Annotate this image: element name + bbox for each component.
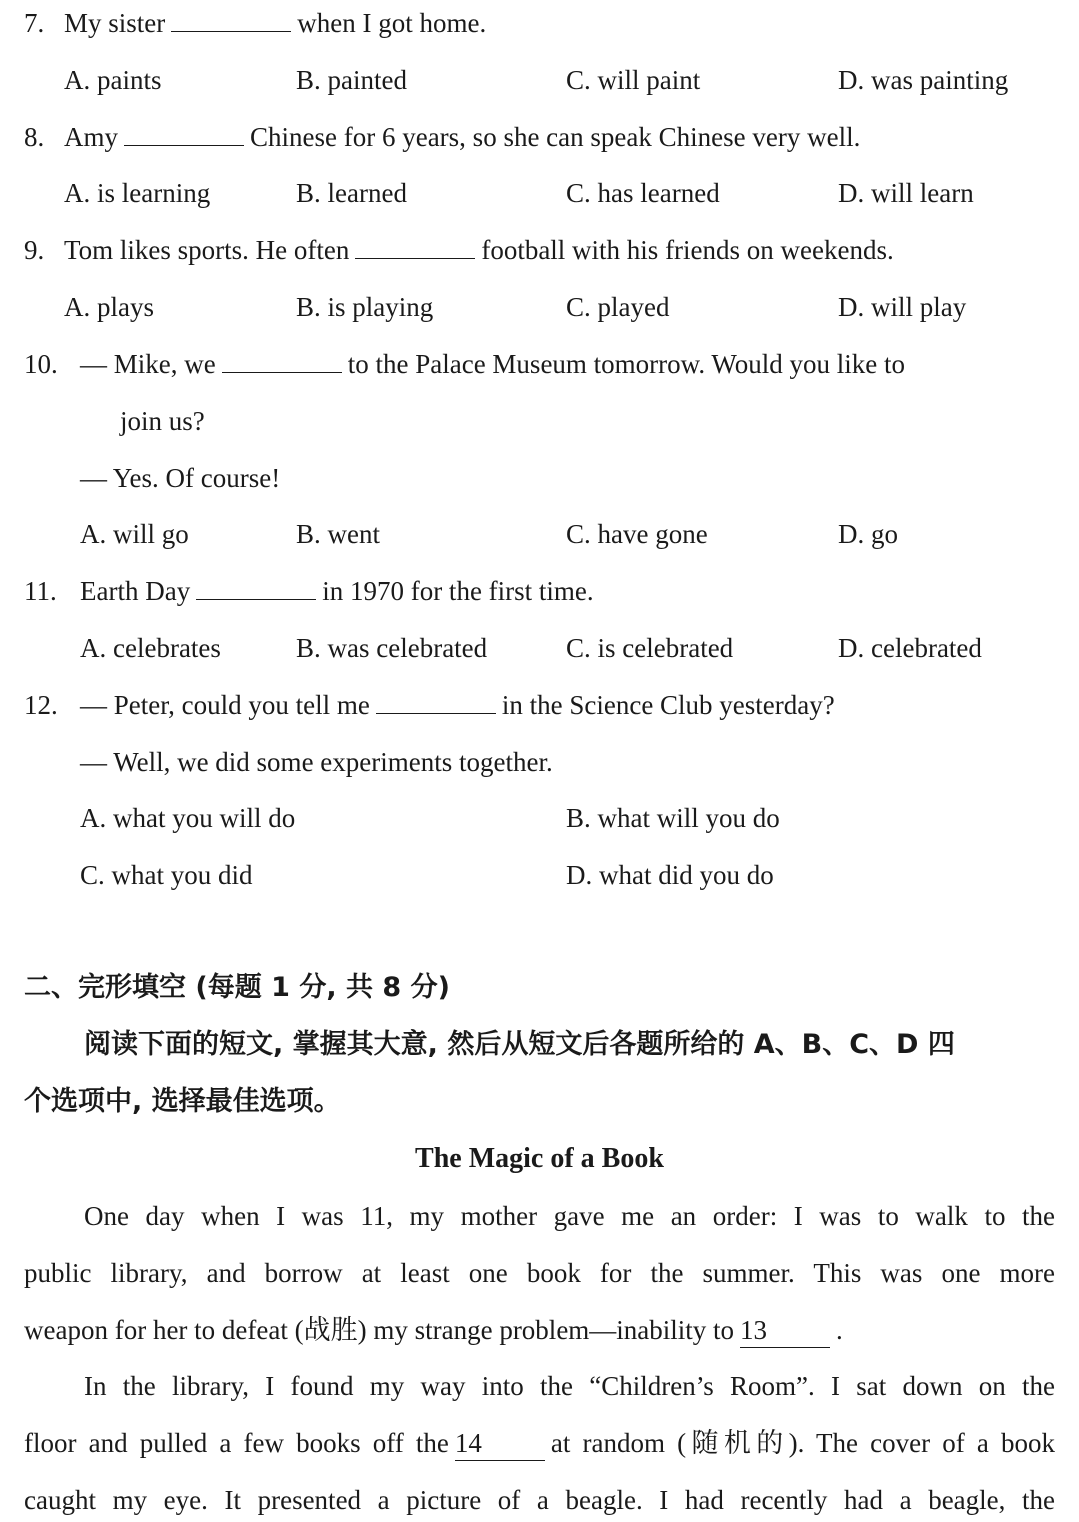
option-d[interactable]: D. what did you do bbox=[566, 860, 774, 890]
passage-line: One day when I was 11, my mother gave me an order: I was to walk to the bbox=[84, 1201, 1055, 1231]
question-stem-cont: join us? bbox=[120, 406, 205, 436]
question-number: 10. bbox=[24, 349, 58, 379]
question-stem-pre: — Mike, we bbox=[80, 349, 216, 379]
answer-blank[interactable] bbox=[376, 691, 496, 714]
question-stem-post: Chinese for 6 years, so she can speak Chinese very well. bbox=[250, 122, 861, 152]
option-a[interactable]: A. is learning bbox=[64, 178, 211, 208]
passage-line: In the library, I found my way into the “Children’s Room”. I sat down on the bbox=[84, 1371, 1055, 1401]
section-heading: 二、完形填空 (每题 1 分, 共 8 分) bbox=[24, 972, 450, 1003]
option-d[interactable]: D. was painting bbox=[838, 65, 1009, 95]
option-c[interactable]: C. what you did bbox=[80, 860, 253, 890]
option-d[interactable]: D. will play bbox=[838, 292, 967, 322]
option-b[interactable]: B. what will you do bbox=[566, 803, 780, 833]
question-number: 7. bbox=[24, 8, 45, 38]
option-a[interactable]: A. plays bbox=[64, 292, 154, 322]
question-stem-pre: — Peter, could you tell me bbox=[80, 690, 370, 720]
question-stem-post: in the Science Club yesterday? bbox=[501, 690, 835, 720]
answer-blank[interactable] bbox=[222, 350, 342, 373]
option-a[interactable]: A. celebrates bbox=[80, 633, 221, 663]
answer-blank[interactable] bbox=[196, 577, 316, 600]
option-d[interactable]: D. will learn bbox=[838, 178, 974, 208]
answer-blank[interactable] bbox=[171, 9, 291, 32]
question-stem-post: when I got home. bbox=[297, 8, 487, 38]
option-a[interactable]: A. what you will do bbox=[80, 803, 296, 833]
answer-blank[interactable] bbox=[355, 236, 475, 259]
passage-text: at random (随机的). The cover of a book bbox=[550, 1428, 1056, 1458]
option-c[interactable]: C. have gone bbox=[566, 519, 708, 549]
passage-line bbox=[24, 1426, 1055, 1461]
question-number: 8. bbox=[24, 122, 45, 152]
passage-line: caught my eye. It presented a picture of a beagle. I had recently had a beagle, the bbox=[24, 1485, 1055, 1515]
option-c[interactable]: C. has learned bbox=[566, 178, 720, 208]
option-b[interactable]: B. learned bbox=[296, 178, 407, 208]
dialogue-reply: — Yes. Of course! bbox=[80, 463, 281, 493]
question-stem-pre: Earth Day bbox=[80, 576, 191, 606]
question-stem-post: to the Palace Museum tomorrow. Would you like to bbox=[347, 349, 905, 379]
cloze-blank-14[interactable]: 14 bbox=[455, 1426, 545, 1461]
passage-text: . bbox=[836, 1315, 843, 1345]
cloze-blank-13[interactable]: 13 bbox=[740, 1313, 830, 1348]
question-stem-pre: Tom likes sports. He often bbox=[64, 235, 350, 265]
option-b[interactable]: B. is playing bbox=[296, 292, 434, 322]
option-b[interactable]: B. painted bbox=[296, 65, 407, 95]
option-c[interactable]: C. played bbox=[566, 292, 670, 322]
option-b[interactable]: B. went bbox=[296, 519, 380, 549]
option-b[interactable]: B. was celebrated bbox=[296, 633, 488, 663]
dialogue-reply: — Well, we did some experiments together. bbox=[80, 747, 553, 777]
option-c[interactable]: C. will paint bbox=[566, 65, 701, 95]
answer-blank[interactable] bbox=[124, 123, 244, 146]
passage-line: public library, and borrow at least one book for the summer. This was one more bbox=[24, 1258, 1055, 1288]
question-stem-post: football with his friends on weekends. bbox=[481, 235, 894, 265]
question-stem-pre: My sister bbox=[64, 8, 166, 38]
question-number: 11. bbox=[24, 576, 57, 606]
option-a[interactable]: A. paints bbox=[64, 65, 162, 95]
option-d[interactable]: D. go bbox=[838, 519, 898, 549]
passage-text: floor and pulled a few books off the bbox=[24, 1428, 449, 1458]
question-stem-pre: Amy bbox=[64, 122, 118, 152]
option-a[interactable]: A. will go bbox=[80, 519, 189, 549]
question-number: 12. bbox=[24, 690, 58, 720]
section-instructions-line-2: 个选项中, 选择最佳选项。 bbox=[24, 1086, 341, 1117]
passage-title: The Magic of a Book bbox=[415, 1143, 664, 1174]
passage-text: weapon for her to defeat (战胜) my strange problem—inability to bbox=[24, 1315, 735, 1345]
passage-line bbox=[24, 1313, 1055, 1348]
question-stem-post: in 1970 for the first time. bbox=[322, 576, 594, 606]
option-c[interactable]: C. is celebrated bbox=[566, 633, 734, 663]
question-number: 9. bbox=[24, 235, 45, 265]
section-instructions-line-1: 阅读下面的短文, 掌握其大意, 然后从短文后各题所给的 A、B、C、D 四 bbox=[84, 1029, 955, 1060]
option-d[interactable]: D. celebrated bbox=[838, 633, 982, 663]
